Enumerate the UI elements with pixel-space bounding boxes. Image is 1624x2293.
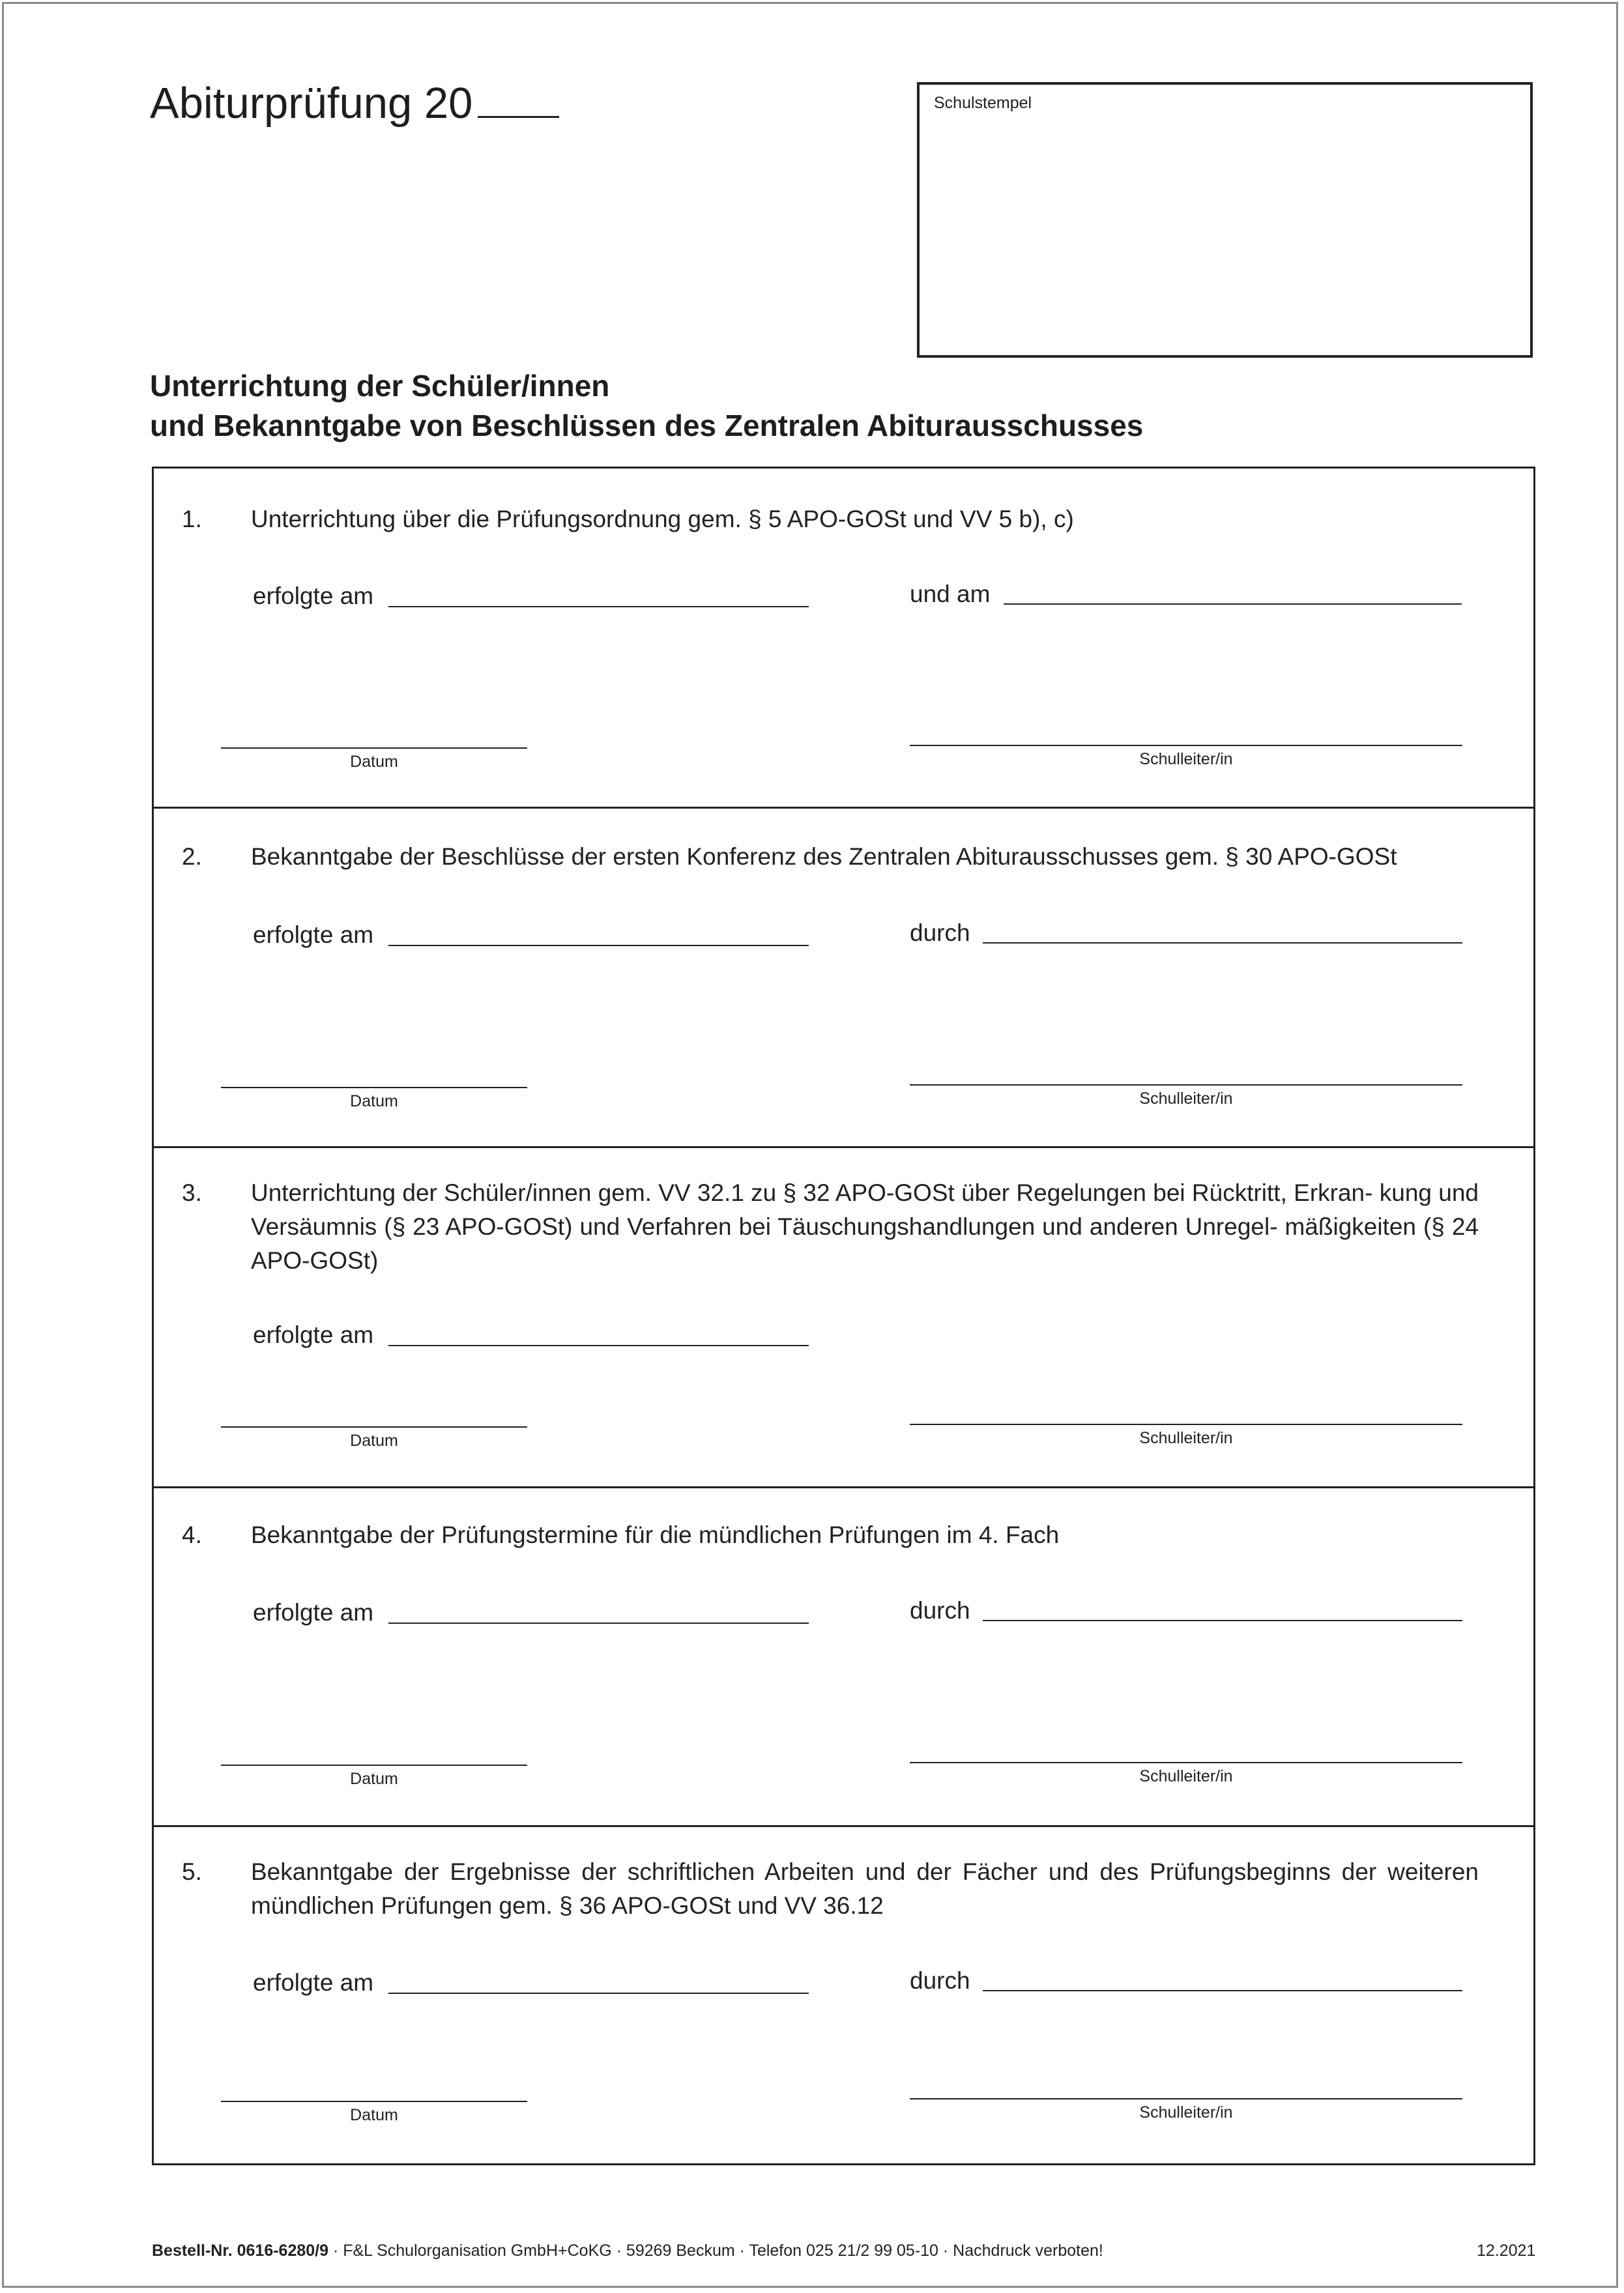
- stamp-label: Schulstempel: [934, 94, 1032, 112]
- section-4: [154, 1486, 1533, 1827]
- section-3: [154, 1146, 1533, 1488]
- section-number: 1.: [182, 506, 202, 532]
- date-field-line[interactable]: [388, 606, 809, 607]
- date-caption: Datum: [350, 1092, 398, 1110]
- date-caption: Datum: [350, 2106, 398, 2124]
- section-5: [154, 1825, 1533, 2164]
- section-number: 2.: [182, 843, 202, 870]
- date-signature-line[interactable]: [221, 2101, 527, 2102]
- section-number: 3.: [182, 1179, 202, 1206]
- announced-by-label: durch: [910, 1597, 970, 1624]
- section-4-text: [182, 1518, 1479, 1552]
- date-field-line[interactable]: [388, 1345, 809, 1346]
- announced-by-label: durch: [910, 1967, 970, 1994]
- principal-signature-line[interactable]: [910, 2098, 1462, 2099]
- second-date-label: und am: [910, 581, 991, 607]
- section-1: [154, 469, 1533, 809]
- principal-caption: Schulleiter/in: [1139, 1089, 1233, 1108]
- section-description: Unterrichtung der Schüler/innen gem. VV 32.1 zu § 32 APO-GOSt über Regelungen bei Rücktritt, Erkran- kung und Versäumnis (§ 23 APO-GOSt) und Verfahren bei Täuschungshandlungen und anderen Unregel- mäßigkeiten (§ 24 APO-GOSt): [251, 1179, 1479, 1274]
- heading-line-1: Unterrichtung der Schüler/innen: [150, 369, 610, 403]
- sections-table: [152, 467, 1535, 2165]
- date-signature-line[interactable]: [221, 747, 527, 749]
- date-signature-line[interactable]: [221, 1765, 527, 1766]
- section-number: 4.: [182, 1521, 202, 1548]
- section-description: Bekanntgabe der Ergebnisse der schriftlichen Arbeiten und der Fächer und des Prüfungsbeginns der weiteren mündlichen Prüfungen gem. § 36 APO-GOSt und VV 36.12: [251, 1858, 1479, 1919]
- date-caption: Datum: [350, 1770, 398, 1788]
- date-caption: Datum: [350, 1432, 398, 1450]
- section-2: [154, 807, 1533, 1148]
- section-3-text: [182, 1176, 1479, 1278]
- date-field-label: erfolgte am: [253, 921, 374, 948]
- footer-publisher: [152, 2242, 1103, 2260]
- announced-by-line[interactable]: [983, 1620, 1462, 1621]
- principal-signature-line[interactable]: [910, 745, 1462, 746]
- announced-by-label: durch: [910, 919, 970, 946]
- date-field-line[interactable]: [388, 1622, 809, 1624]
- principal-signature-line[interactable]: [910, 1424, 1462, 1425]
- principal-caption: Schulleiter/in: [1139, 2103, 1233, 2122]
- date-field-label: erfolgte am: [253, 583, 374, 609]
- date-field-line[interactable]: [388, 1993, 809, 1994]
- year-input-line[interactable]: [478, 115, 559, 118]
- page-title: [150, 78, 559, 128]
- section-description: Unterrichtung über die Prüfungsordnung gem. § 5 APO-GOSt und VV 5 b), c): [251, 506, 1074, 532]
- date-field-label: erfolgte am: [253, 1969, 374, 1996]
- title-text: Abiturprüfung 20: [150, 79, 473, 128]
- section-2-text: [182, 840, 1479, 874]
- section-1-text: [182, 502, 1479, 536]
- principal-caption: Schulleiter/in: [1139, 1429, 1233, 1447]
- heading-line-2: und Bekanntgabe von Beschlüssen des Zentralen Abiturausschusses: [150, 409, 1144, 442]
- announced-by-line[interactable]: [983, 1990, 1462, 1991]
- section-number: 5.: [182, 1858, 202, 1885]
- date-signature-line[interactable]: [221, 1426, 527, 1428]
- principal-caption: Schulleiter/in: [1139, 750, 1233, 768]
- principal-signature-line[interactable]: [910, 1084, 1462, 1086]
- date-field-label: erfolgte am: [253, 1321, 374, 1348]
- publisher-info: · F&L Schulorganisation GmbH+CoKG · 59269 Beckum · Telefon 025 21/2 99 05-10 · Nachdruck verboten!: [328, 2242, 1103, 2260]
- date-field-label: erfolgte am: [253, 1599, 374, 1626]
- second-date-line[interactable]: [1004, 603, 1462, 605]
- date-field-line[interactable]: [388, 945, 809, 946]
- order-number: Bestell-Nr. 0616-6280/9: [152, 2242, 329, 2260]
- principal-caption: Schulleiter/in: [1139, 1767, 1233, 1785]
- school-stamp-box[interactable]: [917, 82, 1533, 358]
- section-description: Bekanntgabe der Beschlüsse der ersten Konferenz des Zentralen Abiturausschusses gem. § 30 APO-GOSt: [251, 843, 1397, 870]
- announced-by-line[interactable]: [983, 942, 1462, 944]
- principal-signature-line[interactable]: [910, 1762, 1462, 1763]
- section-description: Bekanntgabe der Prüfungstermine für die mündlichen Prüfungen im 4. Fach: [251, 1521, 1060, 1548]
- date-signature-line[interactable]: [221, 1087, 527, 1088]
- footer-edition-date: 12.2021: [1477, 2242, 1536, 2260]
- section-5-text: [182, 1855, 1479, 1923]
- form-heading: [150, 366, 1143, 446]
- date-caption: Datum: [350, 753, 398, 771]
